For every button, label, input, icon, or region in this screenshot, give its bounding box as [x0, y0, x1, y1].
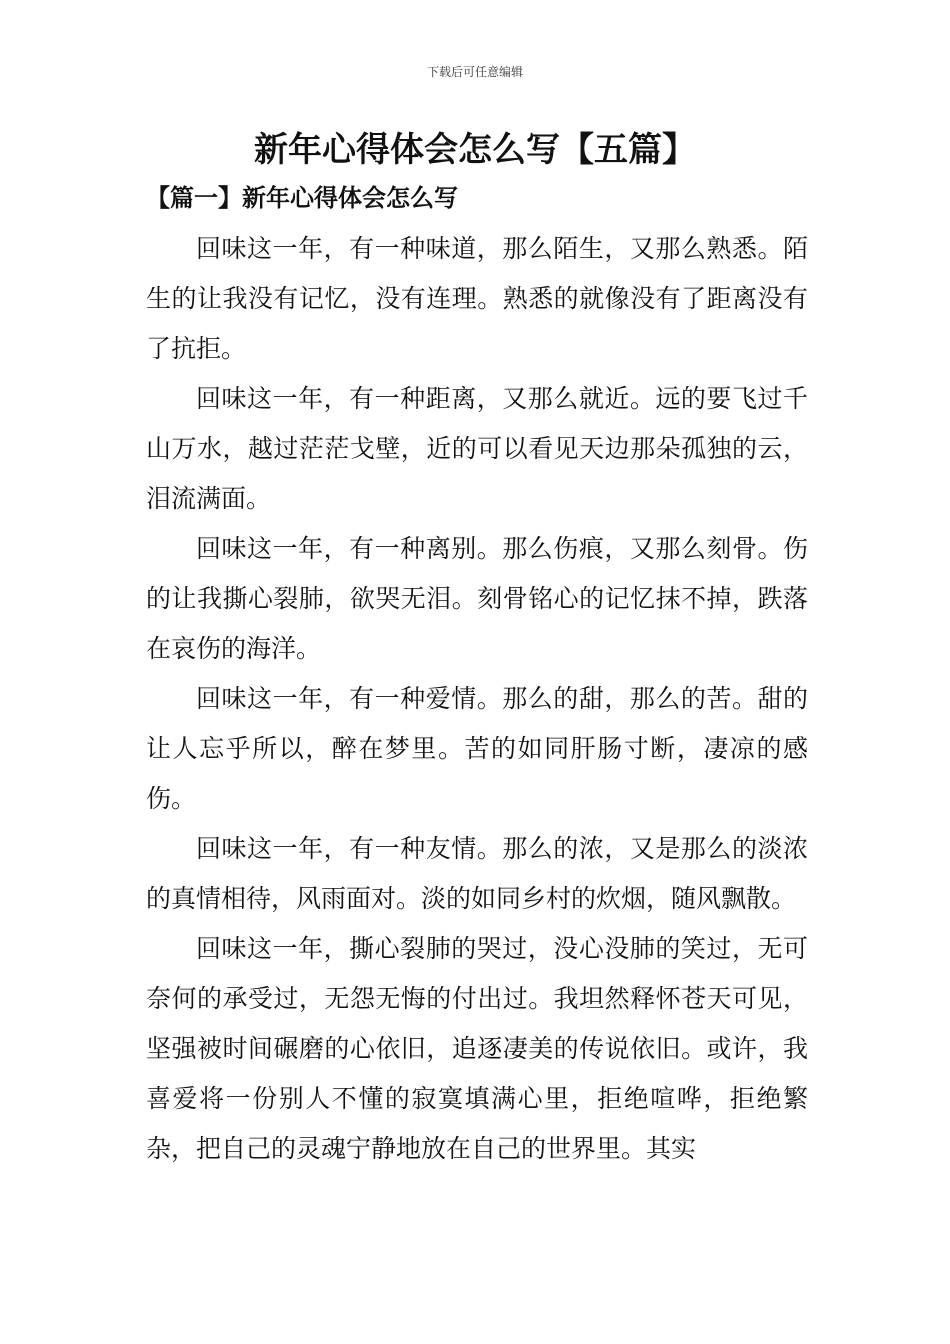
document-body	[146, 224, 808, 1174]
paragraph-2: 回味这一年，有一种距离，又那么就近。远的要飞过千山万水，越过茫茫戈壁，近的可以看见天边那朵孤独的云，泪流满面。	[146, 384, 808, 513]
paragraph-4: 回味这一年，有一种爱情。那么的甜，那么的苦。甜的让人忘乎所以，醉在梦里。苦的如同肝肠寸断，凄凉的感伤。	[146, 684, 808, 813]
paragraph-1: 回味这一年，有一种味道，那么陌生，又那么熟悉。陌生的让我没有记忆，没有连理。熟悉的就像没有了距离没有了抗拒。	[146, 234, 808, 363]
paragraph-5: 回味这一年，有一种友情。那么的浓，又是那么的淡浓的真情相待，风雨面对。淡的如同乡村的炊烟，随风飘散。	[146, 834, 808, 913]
header-note: 下载后可任意编辑	[426, 65, 523, 79]
paragraph-3: 回味这一年，有一种离别。那么伤痕，又那么刻骨。伤的让我撕心裂肺，欲哭无泪。刻骨铭心的记忆抹不掉，跌落在哀伤的海洋。	[146, 534, 808, 663]
document-title: 新年心得体会怎么写【五篇】	[254, 130, 696, 170]
section-heading: 【篇一】新年心得体会怎么写	[146, 183, 458, 212]
paragraph-6: 回味这一年，撕心裂肺的哭过，没心没肺的笑过，无可奈何的承受过，无怨无悔的付出过。我坦然释怀苍天可见，坚强被时间碾磨的心依旧，追逐凄美的传说依旧。或许，我喜爱将一份别人不懂的寂寞填满心里，拒绝喧哗，拒绝繁杂，把自己的灵魂宁静地放在自己的世界里。其实	[146, 934, 808, 1163]
